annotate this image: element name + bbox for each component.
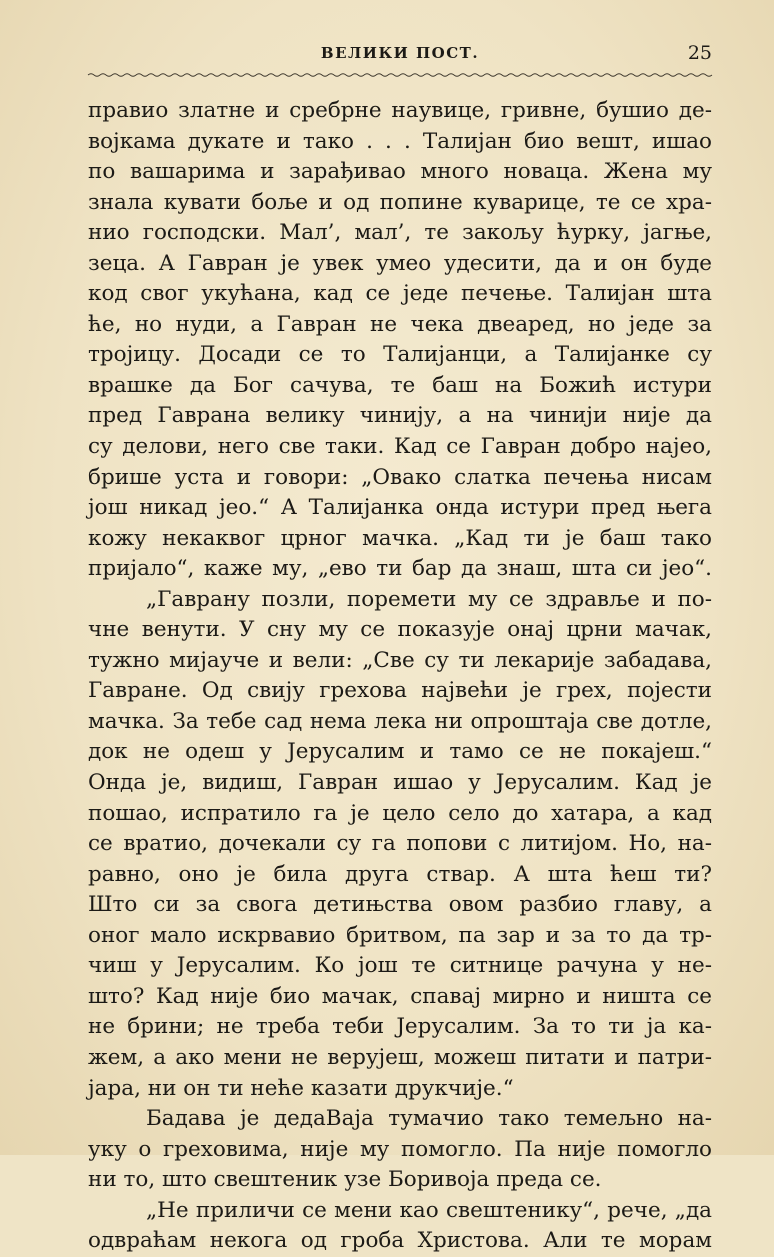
text-line: чне венути. У сну му се показује онај црни мачак, <box>88 617 712 643</box>
text-line: „Не приличи се мени као свештенику“, рече, „да <box>146 1197 712 1223</box>
text-line: ће, но нуди, а Гавран не чека двеаред, но једе за <box>88 311 712 337</box>
page-header <box>88 44 712 68</box>
text-line: Што си за свога детињства овом разбио главу, а <box>88 892 712 918</box>
text-line: Онда је, видиш, Гавран ишао у Јерусалим. Кад је <box>88 770 712 796</box>
text-line: пред Гаврана велику чинију, а на чинији није да <box>88 403 712 429</box>
text-line: „Гаврану позли, поремети му се здравље и по- <box>146 586 712 612</box>
text-line: мачка. За тебе сад нема лека ни опроштаја све дотле, <box>88 708 712 734</box>
header-wavy-rule <box>88 72 712 78</box>
text-line: су делови, него све таки. Кад се Гавран добро најео, <box>88 434 712 460</box>
text-line: зеца. А Гавран је увек умео удесити, да и он буде <box>88 250 712 276</box>
text-line: док не одеш у Јерусалим и тамо се не покајеш.“ <box>88 739 712 765</box>
text-line: нио господски. Мал’, мал’, те закољу ћурку, јагње, <box>88 220 712 246</box>
text-line: кожу некаквог црног мачка. „Кад ти је баш тако <box>88 525 712 551</box>
text-line: оног мало искрвавио бритвом, па зар и за то да тр- <box>88 922 712 948</box>
text-line: равно, оно је била друга ствар. А шта ћеш ти? <box>88 861 712 887</box>
text-line: правио златне и сребрне наувице, гривне, бушио де- <box>88 98 712 123</box>
text-line: одвраћам некога од гроба Христова. Али те морам <box>88 1228 712 1254</box>
text-line: се вратио, дочекали су га попови с литијом. Но, на- <box>88 831 712 857</box>
text-line: пошао, испратило га је цело село до хатара, а кад <box>88 800 712 826</box>
text-line: Гавране. Од свију грехова највећи је грех, појести <box>88 678 712 704</box>
text-line: Бадава је дедаВаја тумачио тако темељно на- <box>146 1106 712 1132</box>
text-line: жем, а ако мени не верујеш, можеш питати и патри- <box>88 1044 712 1070</box>
text-line: пријало“, каже му, „ево ти бар да знаш, шта си јео“. <box>88 556 712 582</box>
text-line: тужно мијауче и вели: „Све су ти лекарије забадава, <box>88 647 712 673</box>
text-line: уку о греховима, није му помогло. Па није помогло <box>88 1136 712 1162</box>
text-line: јара, ни он ти неће казати друкчије.“ <box>88 1075 514 1101</box>
text-line: знала кувати боље и од попине куварице, те се хра- <box>88 189 712 215</box>
text-line: војкама дукате и тако . . . Талијан био вешт, ишао <box>88 128 712 154</box>
text-line: брише уста и говори: „Овако слатка печења нисам <box>88 464 712 490</box>
text-line: не брини; не треба теби Јерусалим. За то ти ја ка- <box>88 1014 712 1040</box>
text-line: чиш у Јерусалим. Ко још те ситнице рачуна у не- <box>88 953 712 979</box>
text-line: код свог укућана, кад се једе печење. Талијан шта <box>88 281 712 307</box>
body-text <box>88 96 712 1254</box>
text-line: тројицу. Досади се то Талијанци, а Талијанке су <box>88 342 712 368</box>
text-line: по вашарима и зарађивао много новаца. Жена му <box>88 159 712 185</box>
text-line: ни то, што свештеник узе Боривоја преда се. <box>88 1167 602 1193</box>
page-number: 25 <box>687 42 712 64</box>
text-line: врашке да Бог сачува, те баш на Божић истури <box>88 372 712 398</box>
text-line: што? Кад није био мачак, спавај мирно и ништа се <box>88 983 712 1009</box>
running-title: ВЕЛИКИ ПОСТ. <box>320 44 480 62</box>
text-line: још никад јео.“ А Талијанка онда истури пред њега <box>88 495 712 521</box>
